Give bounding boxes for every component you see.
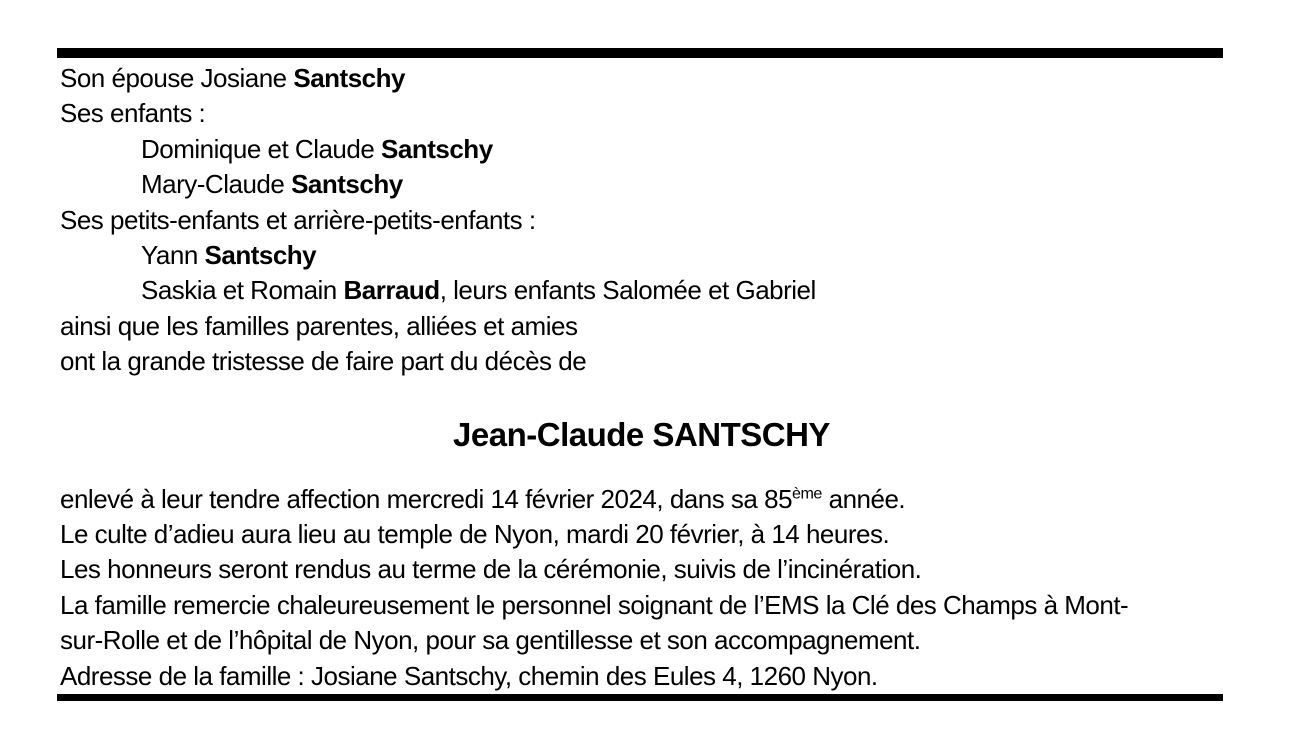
surname-bold: Santschy	[204, 240, 317, 271]
text-segment: Le culte d’adieu aura lieu au temple de Nyon, mardi 20 février, à 14 heures.	[60, 519, 890, 550]
text-segment: Les honneurs seront rendus au terme de la cérémonie, suivis de l’incinération.	[60, 554, 922, 585]
family-line	[60, 309, 1223, 344]
text-segment: Son épouse Josiane	[60, 63, 294, 93]
family-list	[60, 61, 1223, 380]
surname-bold: Santschy	[291, 169, 403, 200]
text-segment: Mary-Claude	[141, 169, 292, 200]
text-segment: Ses petits-enfants et arrière-petits-enfants :	[60, 204, 536, 235]
detail-line	[60, 517, 1223, 552]
family-line	[60, 96, 1223, 131]
deceased-name: Jean-Claude SANTSCHY	[453, 415, 830, 453]
family-line	[60, 132, 1223, 167]
family-line	[60, 61, 1223, 96]
text-segment: La famille remercie chaleureusement le personnel soignant de l’EMS la Clé des Champs à Mont-	[60, 589, 1129, 620]
text-segment: Yann	[141, 240, 205, 271]
text-segment: enlevé à leur tendre affection mercredi 14 février 2024, dans sa 85	[60, 483, 793, 514]
family-line	[60, 344, 1223, 379]
detail-line	[60, 623, 1223, 658]
bottom-rule	[57, 694, 1223, 701]
text-segment: Dominique et Claude	[141, 133, 382, 164]
detail-line	[60, 659, 1223, 694]
text-segment: Ses enfants :	[60, 98, 206, 129]
surname-bold: Barraud	[343, 275, 440, 306]
text-segment: Saskia et Romain	[141, 275, 344, 306]
family-line	[60, 273, 1223, 308]
detail-line	[60, 588, 1223, 623]
notice-content	[60, 61, 1223, 694]
text-segment: Adresse de la famille : Josiane Santschy, chemin des Eules 4, 1260 Nyon.	[60, 660, 878, 691]
text-segment: ont la grande tristesse de faire part du décès de	[60, 346, 587, 377]
detail-line	[60, 552, 1223, 587]
text-segment: sur-Rolle et de l’hôpital de Nyon, pour sa gentillesse et son accompagnement.	[60, 625, 921, 656]
family-line	[60, 167, 1223, 202]
detail-line	[60, 482, 1223, 517]
surname-bold: Santschy	[381, 133, 493, 164]
ordinal-superscript: ème	[792, 484, 822, 502]
announcement-details	[60, 482, 1223, 694]
family-line	[60, 203, 1223, 238]
family-line	[60, 238, 1223, 273]
top-rule	[57, 48, 1223, 58]
text-segment: année.	[821, 483, 906, 514]
surname-bold: Santschy	[293, 63, 405, 93]
text-segment: , leurs enfants Salomée et Gabriel	[439, 275, 816, 306]
text-segment: ainsi que les familles parentes, alliées et amies	[60, 310, 578, 341]
